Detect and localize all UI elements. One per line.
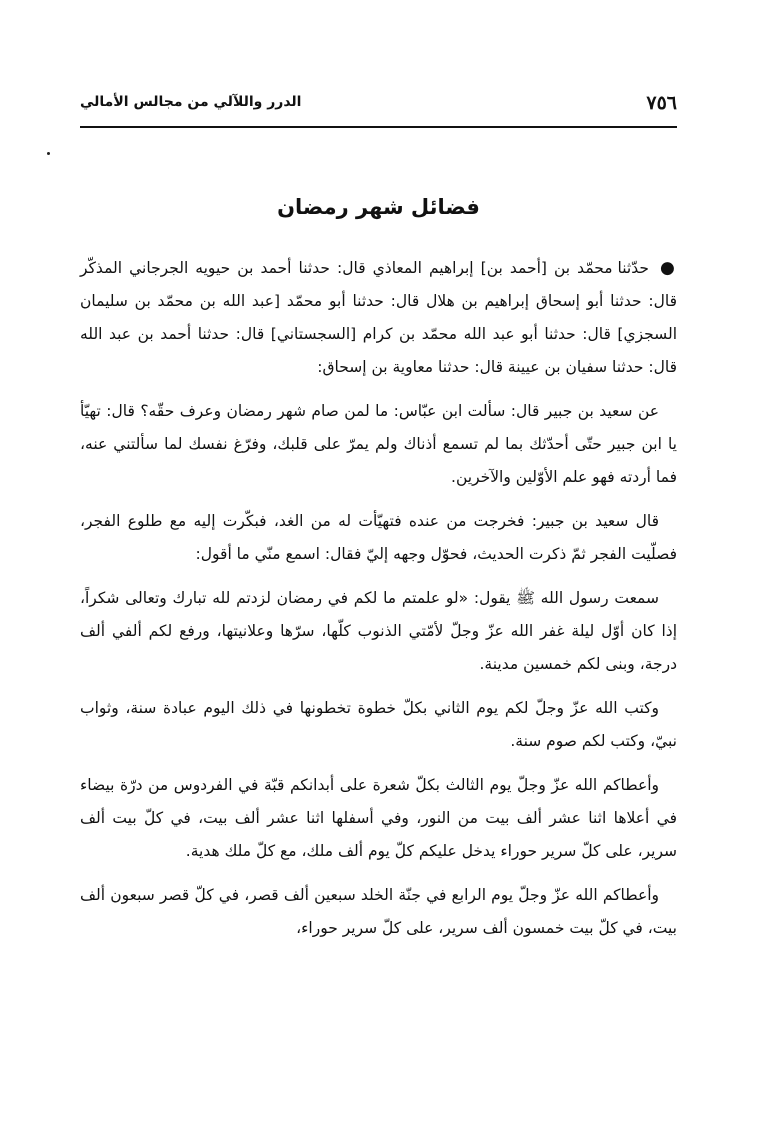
paragraph: سمعت رسول الله ﷺ يقول: «لو علمتم ما لكم في رمضان لزدتم لله تبارك وتعالى شكراً، إذا كان أوّل ليلة غفر الله عزّ وجلّ لأمّتي الذنوب كلّها، سرّها وعلانيتها، ورفع لكم ألفي ألف درجة، وبنى لكم خمسين مدينة. <box>80 589 677 673</box>
paragraph-isnad <box>80 252 677 384</box>
page-header <box>80 86 677 122</box>
paragraph: وكتب الله عزّ وجلّ لكم يوم الثاني بكلّ خطوة تخطونها في ذلك اليوم عبادة سنة، وثواب نبيّ، وكتب لكم صوم سنة. <box>80 699 677 750</box>
chapter-title: فضائل شهر رمضان <box>277 195 480 219</box>
body-text <box>80 252 677 956</box>
paragraph: قال سعيد بن جبير: فخرجت من عنده فتهيّأت له من الغد، فبكّرت إليه مع طلوع الفجر، فصلّيت الفجر ثمّ ذكرت الحديث، فحوّل وجهه إليّ فقال: اسمع منّي ما أقول: <box>80 512 677 563</box>
paragraph-text: حدّثنا محمّد بن [أحمد بن] إبراهيم المعاذي قال: حدثنا أحمد بن حيويه الجرجاني المذكّر قال: حدثنا أبو إسحاق إبراهيم بن هلال قال: حدثنا أبو محمّد [عبد الله بن محمّد بن سليمان السجزي] قال: حدثنا أبو عبد الله محمّد بن كرام [السجستاني] قال: حدثنا أحمد بن عبد الله قال: حدثنا سفيان بن عيينة قال: حدثنا معاوية بن إسحاق: <box>80 259 677 376</box>
margin-dot <box>47 152 50 155</box>
bullet-icon: ● <box>660 258 678 278</box>
header-rule <box>80 126 677 128</box>
paragraph: وأعطاكم الله عزّ وجلّ يوم الرابع في جنّة الخلد سبعين ألف قصر، في كلّ قصر سبعون ألف بيت، في كلّ بيت خمسون ألف سرير، على كلّ سرير حوراء، <box>80 886 677 937</box>
paragraph: وأعطاكم الله عزّ وجلّ يوم الثالث بكلّ شعرة على أبدانكم قبّة في الفردوس من درّة بيضاء في أعلاها اثنا عشر ألف بيت من النور، وفي أسفلها اثنا عشر ألف بيت، في كلّ بيت ألف سرير، على كلّ سرير حوراء يدخل عليكم كلّ يوم ألف ملك، مع كلّ ملك هدية. <box>80 776 677 860</box>
running-title: الدرر واللآلي من مجالس الأمالي <box>80 94 302 110</box>
paragraph: عن سعيد بن جبير قال: سألت ابن عبّاس: ما لمن صام شهر رمضان وعرف حقّه؟ قال: تهيّأ يا ابن جبير حتّى أحدّثك بما لم تسمع أذناك ولم يمرّ على قلبك، وفرّغ نفسك لما سألتني عنه، فما أردته فهو علم الأوّلين والآخرين. <box>80 402 677 486</box>
page-number: ٧٥٦ <box>646 92 677 114</box>
